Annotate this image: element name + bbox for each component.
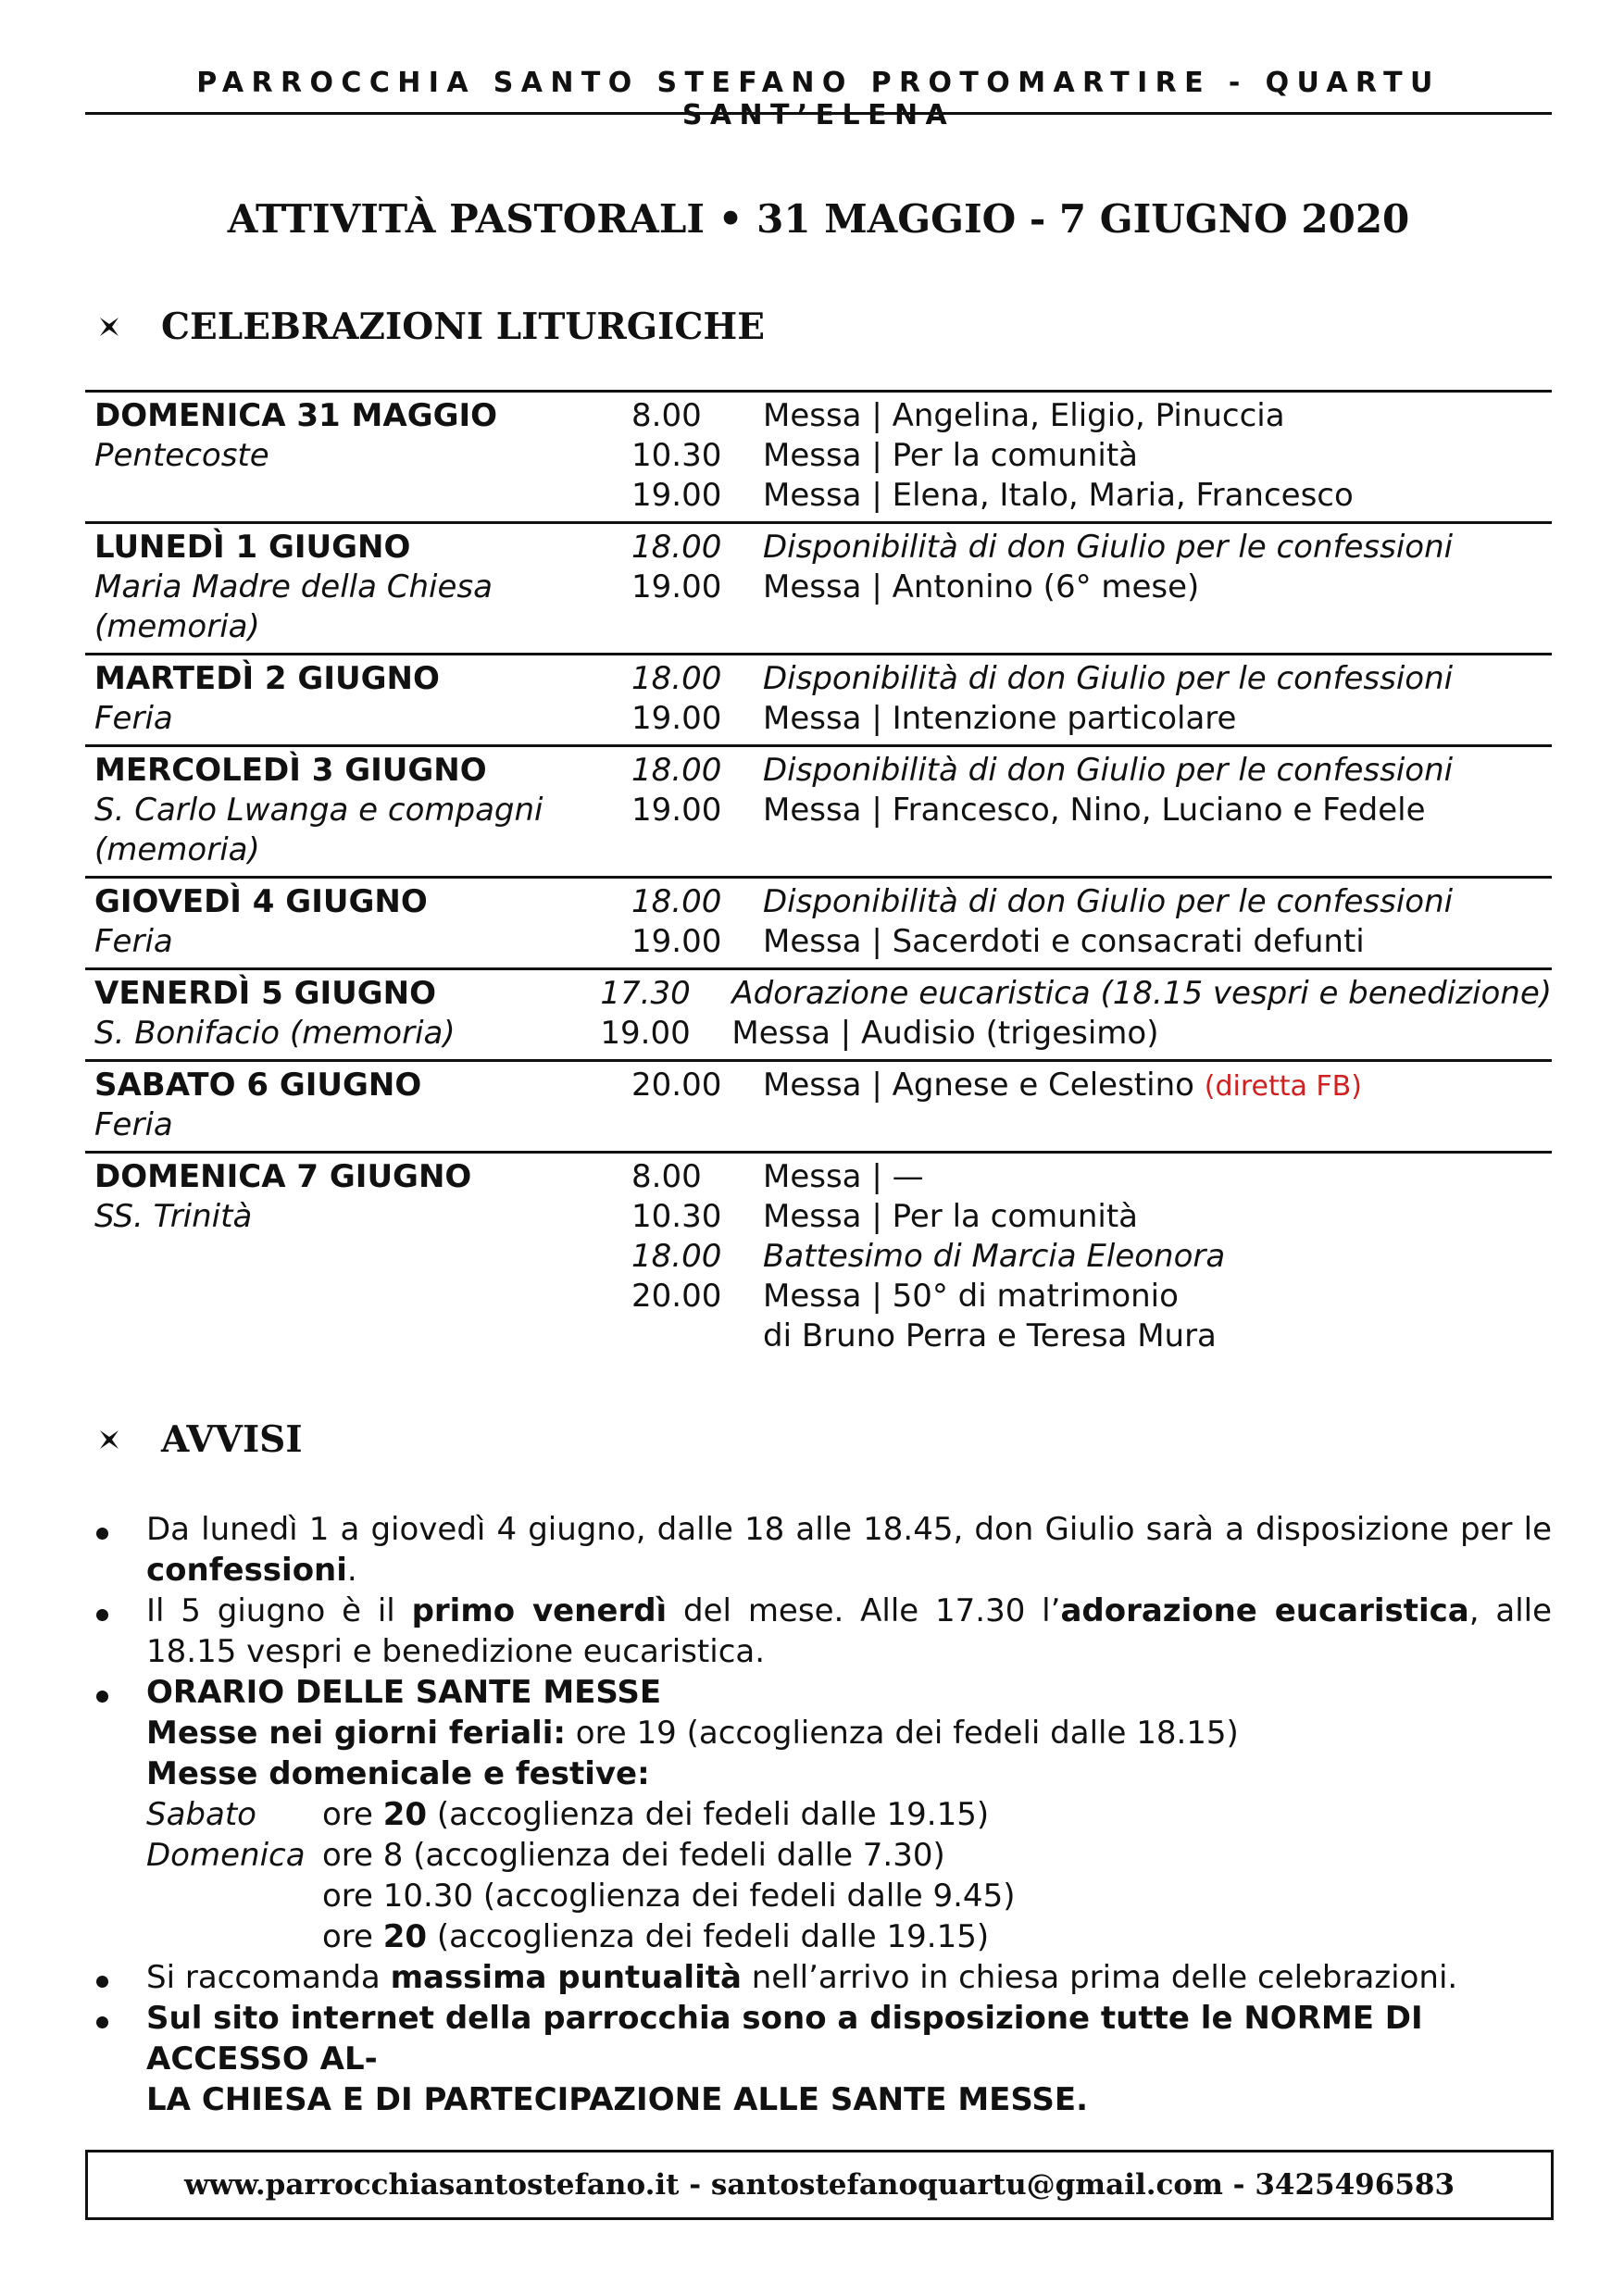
day-info	[85, 974, 600, 1054]
event-row	[631, 922, 1552, 962]
orario-hour: 20	[382, 1796, 428, 1833]
orario-row	[146, 1876, 1552, 1916]
event-row	[631, 568, 1552, 607]
day-celebration: S. Carlo Lwanga e compagni	[94, 792, 543, 829]
event-time: 10.30	[631, 1198, 722, 1235]
day-events	[631, 1066, 1552, 1145]
day-info	[85, 882, 631, 962]
orario-time: ore 20 (accoglienza dei fedeli dalle 19.15)	[322, 1796, 990, 1833]
avviso-text: , alle 18.15 vespri e benedizione eucaristica.	[146, 1592, 1553, 1670]
day-events	[631, 659, 1552, 739]
event-row	[631, 1066, 1552, 1106]
avviso-bold: adorazione eucaristica	[1060, 1592, 1469, 1629]
event-text: Adorazione eucaristica (18.15 vespri e benedizione)	[731, 975, 1552, 1012]
avviso-text: .	[346, 1552, 357, 1589]
day-celebration: Maria Madre della Chiesa	[94, 568, 493, 605]
event-text: Messa | Agnese e Celestino (diretta FB)	[763, 1067, 1362, 1104]
event-text: Battesimo di Marcia Eleonora	[763, 1238, 1226, 1275]
event-text: Messa | Elena, Italo, Maria, Francesco	[763, 477, 1354, 514]
event-time: 19.00	[600, 1015, 691, 1052]
live-note: (diretta FB)	[1204, 1070, 1362, 1103]
day-info	[85, 396, 631, 516]
day-events	[631, 396, 1552, 516]
event-text: Disponibilità di don Giulio per le confessioni	[763, 660, 1454, 697]
page-title: ATTIVITÀ PASTORALI • 31 MAGGIO - 7 GIUGNO 2020	[227, 196, 1410, 242]
event-text: Messa | 50° di matrimonio	[763, 1278, 1179, 1315]
orario-row	[146, 1916, 1552, 1957]
day-celebration: (memoria)	[94, 831, 260, 868]
day-events	[631, 882, 1552, 962]
event-row	[631, 791, 1552, 830]
event-text: di Bruno Perra e Teresa Mura	[763, 1317, 1217, 1354]
avviso-text: Si raccomanda	[146, 1959, 391, 1996]
event-time: 17.30	[600, 975, 691, 1012]
event-time: 8.00	[631, 397, 702, 434]
event-time: 19.00	[631, 700, 722, 737]
day-events	[631, 1157, 1552, 1356]
schedule-day	[85, 1059, 1552, 1151]
bullet-icon	[85, 1509, 146, 1591]
section-title: CELEBRAZIONI LITURGICHE	[161, 306, 765, 348]
orario-row	[146, 1835, 1552, 1876]
event-time: 18.00	[631, 660, 722, 697]
schedule-day	[85, 1151, 1552, 1362]
festive-label: Messe domenicale e festive:	[146, 1755, 650, 1792]
orario-rows	[146, 1794, 1552, 1957]
list-item	[85, 1672, 1552, 1957]
bullet-icon	[85, 1998, 146, 2120]
day-events	[631, 751, 1552, 870]
day-celebration: S. Bonifacio (memoria)	[94, 1015, 456, 1052]
event-row	[631, 1157, 1552, 1197]
orario-day: Domenica	[146, 1837, 306, 1874]
day-name: GIOVEDÌ 4 GIUGNO	[94, 883, 428, 920]
event-text: Messa | Per la comunità	[763, 1198, 1138, 1235]
avviso-text: nell’arrivo in chiesa prima delle celebrazioni.	[741, 1959, 1458, 1996]
event-text: Messa | —	[763, 1158, 924, 1195]
event-row	[600, 1014, 1552, 1054]
schedule-day	[85, 744, 1552, 876]
event-time: 19.00	[631, 792, 722, 829]
cross-pattee-icon	[98, 1429, 120, 1451]
day-celebration: SS. Trinità	[94, 1198, 253, 1235]
event-time: 18.00	[631, 752, 722, 789]
day-celebration: Feria	[94, 700, 173, 737]
day-name: DOMENICA 31 MAGGIO	[94, 397, 498, 434]
schedule-day	[85, 521, 1552, 653]
event-time: 8.00	[631, 1158, 702, 1195]
schedule-day	[85, 876, 1552, 967]
day-name: VENERDÌ 5 GIUGNO	[94, 975, 437, 1012]
day-info	[85, 751, 631, 870]
day-info	[85, 1157, 631, 1356]
event-text: Messa | Angelina, Eligio, Pinuccia	[763, 397, 1285, 434]
orario-day: Sabato	[146, 1796, 256, 1833]
list-item	[85, 1957, 1552, 1998]
footer-contacts	[85, 2150, 1554, 2220]
day-info	[85, 1066, 631, 1145]
event-row	[631, 1316, 1552, 1356]
day-info	[85, 659, 631, 739]
event-row	[631, 882, 1552, 922]
avvisi-list	[85, 1509, 1552, 2120]
event-time: 20.00	[631, 1278, 722, 1315]
event-text: Messa | Audisio (trigesimo)	[731, 1015, 1159, 1052]
footer-text: www.parrocchiasantostefano.it - santostefanoquartu@gmail.com - 3425496583	[183, 2168, 1455, 2202]
list-item	[85, 1998, 1552, 2120]
orario-time: ore 20 (accoglienza dei fedeli dalle 19.15)	[322, 1918, 990, 1955]
event-row	[631, 1197, 1552, 1237]
day-celebration: (memoria)	[94, 608, 260, 645]
day-celebration: Pentecoste	[94, 437, 269, 474]
orario-time: ore 10.30 (accoglienza dei fedeli dalle 9.45)	[322, 1878, 1016, 1915]
orario-day	[146, 1876, 322, 1916]
orario-day	[146, 1916, 322, 1957]
event-row	[631, 436, 1552, 476]
parish-header: PARROCCHIA SANTO STEFANO PROTOMARTIRE - QUARTU SANT’ELENA	[196, 67, 1441, 131]
day-events	[600, 974, 1552, 1054]
event-text: Messa | Antonino (6° mese)	[763, 568, 1200, 605]
avviso-text: Da lunedì 1 a giovedì 4 giugno, dalle 18 alle 18.45, don Giulio sarà a disposizione per le	[146, 1511, 1552, 1548]
event-row	[631, 476, 1552, 516]
event-time: 20.00	[631, 1067, 722, 1104]
orario-heading: ORARIO DELLE SANTE MESSE	[146, 1674, 662, 1711]
section-celebrazioni	[85, 306, 765, 348]
event-text: Messa | Per la comunità	[763, 437, 1138, 474]
norme-line: LA CHIESA E DI PARTECIPAZIONE ALLE SANTE MESSE.	[146, 2081, 1088, 2118]
event-row	[600, 974, 1552, 1014]
event-time: 19.00	[631, 477, 722, 514]
event-time: 18.00	[631, 883, 722, 920]
section-title: AVVISI	[161, 1418, 303, 1461]
day-name: MARTEDÌ 2 GIUGNO	[94, 660, 440, 697]
list-item	[85, 1509, 1552, 1591]
cross-pattee-icon	[98, 316, 120, 338]
schedule-day	[85, 390, 1552, 521]
day-name: SABATO 6 GIUGNO	[94, 1067, 422, 1104]
day-name: LUNEDÌ 1 GIUGNO	[94, 529, 411, 566]
orario-time: ore 8 (accoglienza dei fedeli dalle 7.30)	[322, 1837, 945, 1874]
event-time: 18.00	[631, 529, 722, 566]
event-row	[631, 659, 1552, 699]
bullet-icon	[85, 1591, 146, 1672]
event-text: Messa | Sacerdoti e consacrati defunti	[763, 923, 1365, 960]
event-text: Disponibilità di don Giulio per le confessioni	[763, 883, 1454, 920]
day-celebration: Feria	[94, 923, 173, 960]
event-time	[631, 1316, 763, 1356]
event-row	[631, 751, 1552, 791]
bullet-icon	[85, 1672, 146, 1957]
event-time: 10.30	[631, 437, 722, 474]
event-time: 18.00	[631, 1238, 722, 1275]
day-name: DOMENICA 7 GIUGNO	[94, 1158, 472, 1195]
event-time: 19.00	[631, 568, 722, 605]
day-celebration: Feria	[94, 1106, 173, 1143]
schedule-day	[85, 653, 1552, 744]
section-avvisi	[85, 1418, 303, 1461]
feriali-text: ore 19 (accoglienza dei fedeli dalle 18.15)	[565, 1715, 1239, 1752]
list-item	[85, 1591, 1552, 1672]
event-time: 19.00	[631, 923, 722, 960]
schedule-table	[85, 390, 1552, 1362]
avviso-text: Il 5 giugno è il	[146, 1592, 412, 1629]
event-text: Disponibilità di don Giulio per le confessioni	[763, 752, 1454, 789]
feriali-label: Messe nei giorni feriali:	[146, 1715, 566, 1752]
avviso-bold: confessioni	[146, 1552, 347, 1589]
schedule-day	[85, 967, 1552, 1059]
day-name: MERCOLEDÌ 3 GIUGNO	[94, 752, 487, 789]
event-row	[631, 1277, 1552, 1316]
bullet-icon	[85, 1957, 146, 1998]
header-rule	[85, 112, 1552, 115]
orario-row	[146, 1794, 1552, 1835]
event-row	[631, 699, 1552, 739]
day-events	[631, 528, 1552, 647]
event-row	[631, 396, 1552, 436]
norme-line: Sul sito internet della parrocchia sono a disposizione tutte le NORME DI ACCESSO AL-	[146, 2000, 1423, 2078]
event-row	[631, 1237, 1552, 1277]
avviso-bold: primo venerdì	[411, 1592, 668, 1629]
avviso-text: del mese. Alle 17.30 l’	[667, 1592, 1061, 1629]
day-info	[85, 528, 631, 647]
avviso-bold: massima puntualità	[390, 1959, 742, 1996]
event-text: Disponibilità di don Giulio per le confessioni	[763, 529, 1454, 566]
event-row	[631, 528, 1552, 568]
orario-hour: 20	[382, 1918, 428, 1955]
event-text: Messa | Intenzione particolare	[763, 700, 1237, 737]
event-text: Messa | Francesco, Nino, Luciano e Fedele	[763, 792, 1426, 829]
